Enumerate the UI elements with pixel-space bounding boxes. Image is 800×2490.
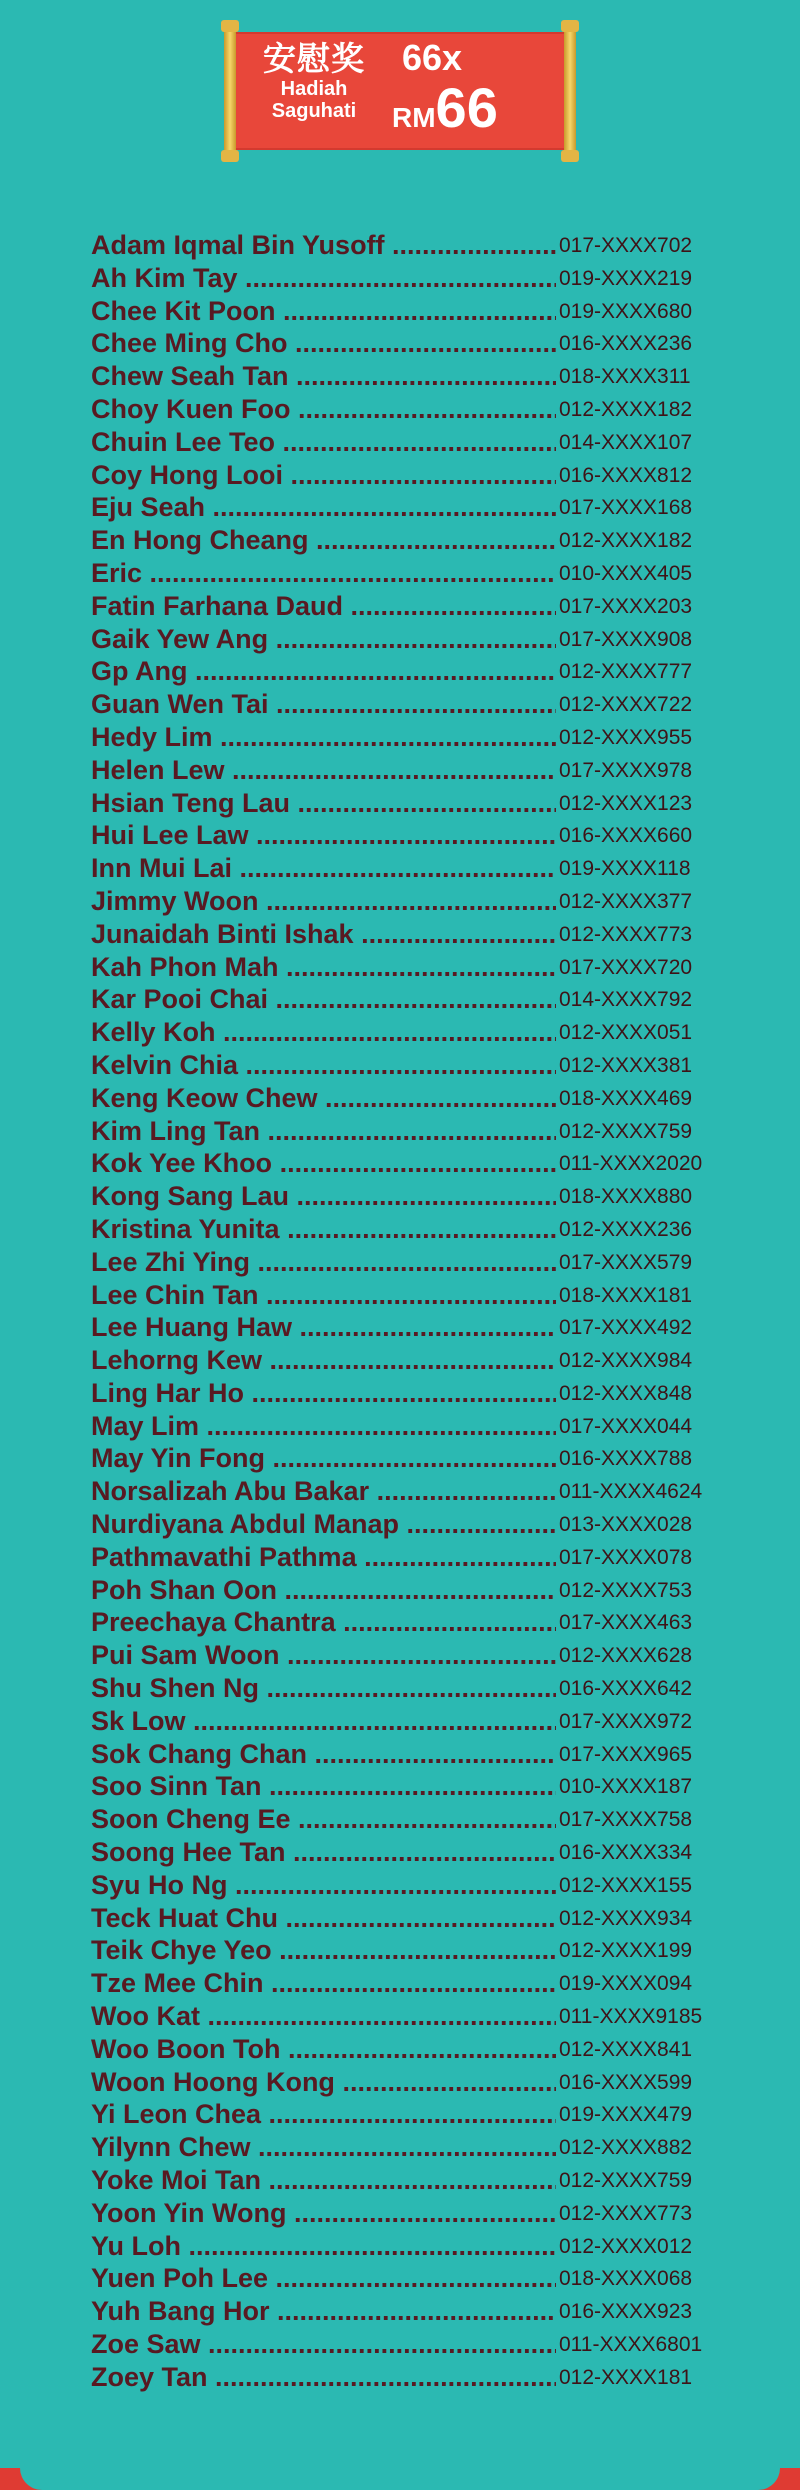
winner-phone: 018-XXXX469	[559, 1086, 693, 1110]
winner-phone: 017-XXXX758	[559, 1808, 693, 1832]
list-item	[91, 1508, 731, 1541]
winner-phone: 012-XXXX841	[559, 2037, 693, 2061]
winner-phone: 012-XXXX181	[559, 2365, 693, 2389]
winner-name: Hedy Lim .....	[91, 721, 556, 753]
list-item	[91, 1279, 731, 1312]
winner-phone: 017-XXXX702	[559, 234, 693, 257]
list-item	[91, 1869, 731, 1902]
prize-amount	[392, 78, 498, 153]
list-item	[91, 1836, 731, 1869]
list-item	[91, 623, 731, 656]
winner-phone: 019-XXXX479	[559, 2103, 693, 2127]
list-item	[91, 2230, 731, 2263]
winner-phone: 012-XXXX012	[559, 2234, 693, 2258]
list-item	[91, 1311, 731, 1344]
winner-phone: 012-XXXX934	[559, 1906, 693, 1930]
winner-phone: 019-XXXX118	[559, 857, 691, 881]
list-item	[91, 918, 731, 951]
winner-name: Inn Mui Lai .....	[91, 852, 556, 884]
winner-phone: 012-XXXX882	[559, 2136, 693, 2160]
winner-name: Sok Chang Chan .....	[91, 1738, 556, 1770]
list-item	[91, 1738, 731, 1771]
scroll-rod-right	[564, 24, 576, 158]
list-item	[91, 1377, 731, 1410]
winner-phone: 019-XXXX680	[559, 299, 693, 323]
winner-phone: 017-XXXX168	[559, 496, 693, 520]
list-item	[91, 787, 731, 820]
scroll-cap	[561, 150, 579, 162]
winner-phone: 012-XXXX628	[559, 1644, 693, 1668]
winner-name: En Hong Cheang .....	[91, 524, 556, 556]
list-item	[91, 327, 731, 360]
list-item	[91, 983, 731, 1016]
winner-name: Kim Ling Tan .....	[91, 1115, 556, 1147]
winner-phone: 017-XXXX463	[559, 1611, 693, 1635]
winner-name: Hui Lee Law .....	[91, 819, 556, 851]
prize-banner	[224, 24, 576, 158]
list-item	[91, 2098, 731, 2131]
winner-phone: 017-XXXX579	[559, 1250, 693, 1274]
winner-name: Soong Hee Tan .....	[91, 1836, 556, 1868]
list-item	[91, 2131, 731, 2164]
winner-name: Keng Keow Chew .....	[91, 1082, 556, 1114]
list-item	[91, 2066, 731, 2099]
winner-name: Yilynn Chew .....	[91, 2131, 556, 2163]
prize-title-chinese: 安慰奖	[263, 39, 365, 78]
list-item	[91, 819, 731, 852]
winner-phone: 017-XXXX044	[559, 1414, 693, 1438]
list-item	[91, 360, 731, 393]
winner-phone: 018-XXXX880	[559, 1185, 693, 1209]
winner-phone: 016-XXXX788	[559, 1447, 693, 1471]
list-item	[91, 1639, 731, 1672]
prize-amount-number: 66	[435, 76, 498, 139]
winner-name: Gp Ang .....	[91, 655, 556, 687]
list-item	[91, 1967, 731, 2000]
list-item	[91, 1672, 731, 1705]
winner-phone: 012-XXXX381	[559, 1053, 693, 1077]
winner-name: Junaidah Binti Ishak .....	[91, 918, 556, 950]
list-item	[91, 229, 731, 262]
winner-phone: 017-XXXX203	[559, 594, 693, 618]
list-item	[91, 2033, 731, 2066]
winner-phone: 011-XXXX9185	[559, 2005, 703, 2029]
list-item	[91, 1902, 731, 1935]
winner-name: Kok Yee Khoo .....	[91, 1147, 556, 1179]
prize-title	[254, 40, 374, 122]
winner-name: Ling Har Ho .....	[91, 1377, 556, 1409]
list-item	[91, 491, 731, 524]
winner-name: Teik Chye Yeo .....	[91, 1934, 556, 1966]
winner-name: Kong Sang Lau .....	[91, 1180, 556, 1212]
winner-name: Preechaya Chantra .....	[91, 1606, 556, 1638]
winner-phone: 016-XXXX660	[559, 824, 693, 848]
list-item	[91, 1344, 731, 1377]
winner-phone: 010-XXXX187	[559, 1775, 693, 1799]
list-item	[91, 1115, 731, 1148]
winner-name: Hsian Teng Lau .....	[91, 787, 556, 819]
winner-phone: 018-XXXX311	[559, 365, 691, 389]
prize-value	[392, 38, 498, 153]
winner-phone: 017-XXXX720	[559, 955, 693, 979]
winner-phone: 011-XXXX4624	[559, 1480, 703, 1504]
list-item	[91, 1180, 731, 1213]
winner-name: Yuh Bang Hor .....	[91, 2295, 556, 2327]
winner-phone: 012-XXXX773	[559, 2201, 693, 2225]
list-item	[91, 2361, 731, 2394]
list-item	[91, 295, 731, 328]
scroll-cap	[221, 150, 239, 162]
winner-name: Syu Ho Ng .....	[91, 1869, 556, 1901]
winner-name: Shu Shen Ng .....	[91, 1672, 556, 1704]
winner-name: Ah Kim Tay .....	[91, 262, 556, 294]
winner-name: Kelvin Chia .....	[91, 1049, 556, 1081]
list-item	[91, 655, 731, 688]
winner-name: Teck Huat Chu .....	[91, 1902, 556, 1934]
winner-name: Woon Hoong Kong .....	[91, 2066, 556, 2098]
winner-phone: 019-XXXX094	[559, 1972, 693, 1996]
winner-name: Coy Hong Looi .....	[91, 459, 556, 491]
list-item	[91, 393, 731, 426]
list-item	[91, 1574, 731, 1607]
winner-name: Lee Zhi Ying .....	[91, 1246, 556, 1278]
list-item	[91, 2164, 731, 2197]
winner-name: Zoey Tan .....	[91, 2361, 556, 2393]
list-item	[91, 1442, 731, 1475]
winner-name: Sk Low .....	[91, 1705, 556, 1737]
list-item	[91, 1541, 731, 1574]
list-item	[91, 1770, 731, 1803]
winner-phone: 012-XXXX759	[559, 1119, 693, 1143]
winner-name: Pathmavathi Pathma .....	[91, 1541, 556, 1573]
list-item	[91, 590, 731, 623]
winner-name: Chuin Lee Teo .....	[91, 426, 556, 458]
winner-phone: 017-XXXX972	[559, 1709, 693, 1733]
list-item	[91, 885, 731, 918]
winner-phone: 016-XXXX599	[559, 2070, 693, 2094]
winner-phone: 017-XXXX492	[559, 1316, 693, 1340]
list-item	[91, 688, 731, 721]
list-item	[91, 1705, 731, 1738]
list-item	[91, 951, 731, 984]
list-item	[91, 1410, 731, 1443]
list-item	[91, 1246, 731, 1279]
winner-name: Soo Sinn Tan .....	[91, 1770, 556, 1802]
winner-name: Adam Iqmal Bin Yusoff .....	[91, 229, 556, 261]
winner-phone: 012-XXXX377	[559, 889, 693, 913]
winner-name: Woo Boon Toh .....	[91, 2033, 556, 2065]
winner-name: Zoe Saw .....	[91, 2328, 556, 2360]
scroll-cap	[221, 20, 239, 32]
winner-phone: 012-XXXX753	[559, 1578, 693, 1602]
winner-phone: 016-XXXX334	[559, 1841, 693, 1865]
winner-name: Woo Kat .....	[91, 2000, 556, 2032]
winner-name: Yi Leon Chea .....	[91, 2098, 556, 2130]
winner-phone: 010-XXXX405	[559, 561, 693, 585]
winner-phone: 016-XXXX812	[559, 463, 693, 487]
winner-phone: 014-XXXX792	[559, 988, 693, 1012]
list-item	[91, 1213, 731, 1246]
winner-name: May Yin Fong .....	[91, 1442, 556, 1474]
list-item	[91, 1082, 731, 1115]
winner-name: Guan Wen Tai .....	[91, 688, 556, 720]
list-item	[91, 852, 731, 885]
winner-phone: 012-XXXX955	[559, 725, 693, 749]
winner-name: Kristina Yunita .....	[91, 1213, 556, 1245]
winner-phone: 012-XXXX182	[559, 397, 693, 421]
list-item	[91, 1049, 731, 1082]
winner-name: Lee Huang Haw .....	[91, 1311, 556, 1343]
winner-phone: 012-XXXX182	[559, 529, 693, 553]
winner-phone: 011-XXXX2020	[559, 1152, 703, 1176]
winner-phone: 018-XXXX068	[559, 2267, 693, 2291]
winner-name: Jimmy Woon .....	[91, 885, 556, 917]
winner-phone: 017-XXXX908	[559, 627, 693, 651]
winner-name: Nurdiyana Abdul Manap .....	[91, 1508, 556, 1540]
prize-currency: RM	[392, 102, 436, 133]
winner-name: Kelly Koh .....	[91, 1016, 556, 1048]
scroll-cap	[561, 20, 579, 32]
winner-name: Eric .....	[91, 557, 556, 589]
winner-name: Chee Ming Cho .....	[91, 327, 556, 359]
winner-phone: 018-XXXX181	[559, 1283, 693, 1307]
winner-name: Yoon Yin Wong .....	[91, 2197, 556, 2229]
winner-phone: 012-XXXX722	[559, 693, 693, 717]
list-item	[91, 721, 731, 754]
list-item	[91, 754, 731, 787]
winner-phone: 017-XXXX965	[559, 1742, 693, 1766]
list-item	[91, 2328, 731, 2361]
winner-phone: 012-XXXX984	[559, 1349, 693, 1373]
list-item	[91, 2000, 731, 2033]
winners-list	[91, 229, 731, 2394]
list-item	[91, 2197, 731, 2230]
winner-phone: 019-XXXX219	[559, 266, 693, 290]
prize-title-malay-1: Hadiah	[280, 78, 348, 100]
list-item	[91, 1606, 731, 1639]
list-item	[91, 1803, 731, 1836]
prize-title-malay-2: Saguhati	[271, 100, 357, 122]
winner-phone: 012-XXXX155	[559, 1873, 693, 1897]
winner-name: Norsalizah Abu Bakar .....	[91, 1475, 556, 1507]
bottom-border	[0, 2468, 800, 2490]
winner-phone: 016-XXXX236	[559, 332, 693, 356]
winner-phone: 016-XXXX923	[559, 2300, 693, 2324]
list-item	[91, 262, 731, 295]
winner-phone: 013-XXXX028	[559, 1513, 693, 1537]
winner-name: Fatin Farhana Daud .....	[91, 590, 556, 622]
list-item	[91, 1934, 731, 1967]
winner-name: Gaik Yew Ang .....	[91, 623, 556, 655]
winner-name: Tze Mee Chin .....	[91, 1967, 556, 1999]
winner-name: Chee Kit Poon .....	[91, 295, 556, 327]
winner-name: Lehorng Kew .....	[91, 1344, 556, 1376]
winner-phone: 011-XXXX6801	[559, 2333, 703, 2356]
winner-name: Yu Loh .....	[91, 2230, 556, 2262]
winner-phone: 017-XXXX078	[559, 1545, 693, 1569]
winner-name: Eju Seah .....	[91, 491, 556, 523]
list-item	[91, 426, 731, 459]
winner-phone: 012-XXXX759	[559, 2169, 693, 2193]
winner-name: Yoke Moi Tan .....	[91, 2164, 556, 2196]
winner-name: Soon Cheng Ee .....	[91, 1803, 556, 1835]
scroll-rod-left	[224, 24, 236, 158]
winner-name: Poh Shan Oon .....	[91, 1574, 556, 1606]
list-item	[91, 459, 731, 492]
winner-phone: 012-XXXX848	[559, 1381, 693, 1405]
winner-phone: 016-XXXX642	[559, 1677, 693, 1701]
prize-count: 66x	[402, 37, 463, 78]
winner-phone: 012-XXXX773	[559, 922, 693, 946]
winner-phone: 012-XXXX051	[559, 1021, 693, 1045]
winner-phone: 012-XXXX199	[559, 1939, 693, 1963]
winner-phone: 014-XXXX107	[559, 430, 693, 454]
winner-name: Chew Seah Tan .....	[91, 360, 556, 392]
winner-phone: 012-XXXX777	[559, 660, 693, 684]
list-item	[91, 1016, 731, 1049]
winner-name: Helen Lew .....	[91, 754, 556, 786]
winner-name: Yuen Poh Lee .....	[91, 2262, 556, 2294]
winner-name: Kar Pooi Chai .....	[91, 983, 556, 1015]
list-item	[91, 524, 731, 557]
winner-phone: 012-XXXX236	[559, 1217, 693, 1241]
list-item	[91, 1475, 731, 1508]
winner-phone: 012-XXXX123	[559, 791, 693, 815]
winner-name: Pui Sam Woon .....	[91, 1639, 556, 1671]
list-item	[91, 557, 731, 590]
list-item	[91, 2295, 731, 2328]
list-item	[91, 2262, 731, 2295]
winner-name: May Lim .....	[91, 1410, 556, 1442]
winner-name: Kah Phon Mah .....	[91, 951, 556, 983]
list-item	[91, 1147, 731, 1180]
winner-phone: 017-XXXX978	[559, 758, 693, 782]
winner-name: Lee Chin Tan .....	[91, 1279, 556, 1311]
winner-name: Choy Kuen Foo .....	[91, 393, 556, 425]
